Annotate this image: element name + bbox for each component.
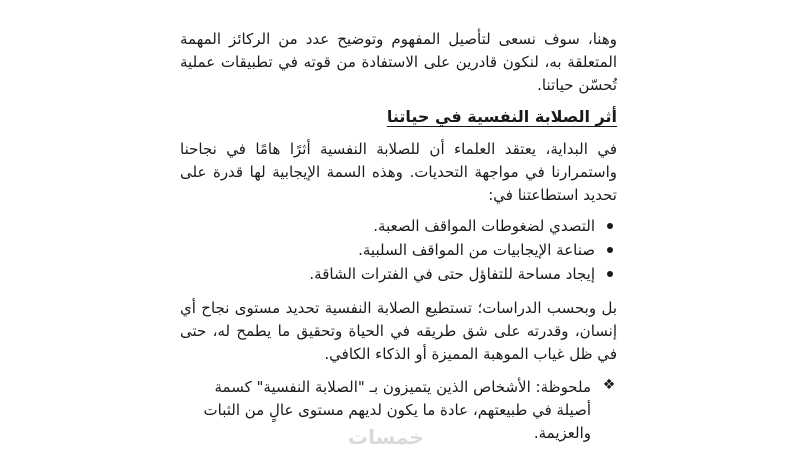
diamond-bullet-icon: ❖: [602, 377, 616, 393]
list-item: [180, 263, 595, 285]
watermark-logo: خمسات: [348, 425, 424, 449]
list-item-text: إيجاد مساحة للتفاؤل حتى في الفترات الشاقة.: [309, 265, 595, 283]
paragraph-1: في البداية، يعتقد العلماء أن للصلابة النفسية أثرًا هامًا في نجاحنا واستمرارنا في مواجهة التحديات. وهذه السمة الإيجابية لها قدرة على تحديد استطاعتنا في:: [180, 140, 617, 204]
document-body: [180, 28, 617, 445]
list-item: [180, 239, 595, 261]
list-item-text: صناعة الإيجابيات من المواقف السلبية.: [358, 241, 595, 259]
list-item: [180, 215, 595, 237]
section-heading: [180, 106, 617, 128]
section-heading-text: أثر الصلابة النفسية في حياتنا: [386, 107, 617, 126]
intro-paragraph: وهنا، سوف نسعى لتأصيل المفهوم وتوضيح عدد من الركائز المهمة المتعلقة به، لنكون قادرين على الاستفادة من قوته في تطبيقات عملية تُحسّن حياتنا.: [180, 30, 617, 94]
paragraph-2: بل وبحسب الدراسات؛ تستطيع الصلابة النفسية تحديد مستوى نجاح أي إنسان، وقدرته على شق طريقه في الحياة وتحقيق ما يطمح له، حتى في ظل غياب الموهبة المميزة أو الذكاء الكافي.: [180, 299, 617, 363]
bullet-icon: [607, 271, 613, 277]
note-text: ملحوظة: الأشخاص الذين يتميزون بـ "الصلابة النفسية" كسمة أصيلة في طبيعتهم، عادة ما يكون لديهم مستوى عالٍ من الثبات والعزيمة.: [203, 378, 591, 442]
bullet-icon: [607, 247, 613, 253]
effects-list: [180, 215, 617, 285]
bullet-icon: [607, 223, 613, 229]
list-item-text: التصدي لضغوطات المواقف الصعبة.: [373, 217, 595, 235]
